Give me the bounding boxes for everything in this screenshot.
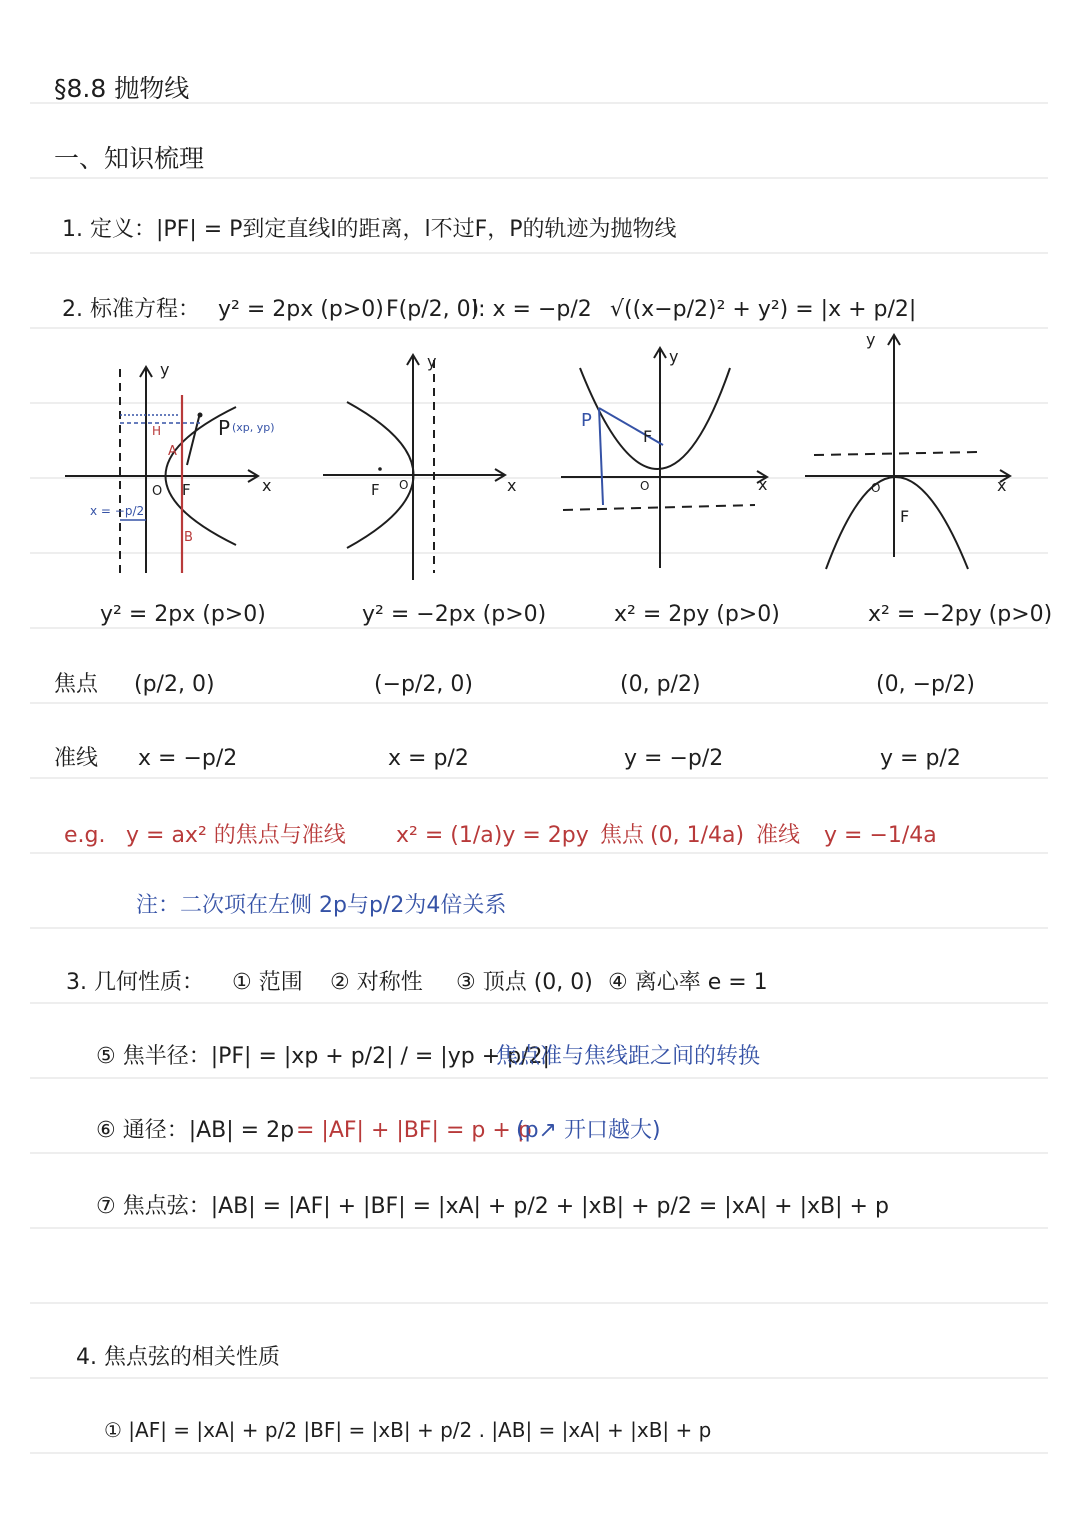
origin-label: O	[399, 478, 409, 492]
parabola-curve	[826, 477, 968, 569]
parabola-curve	[580, 368, 730, 469]
point-p-label: P	[218, 416, 231, 440]
graph-parabola-down	[800, 325, 1025, 575]
example-focus-label: 焦点	[600, 823, 645, 848]
page-title: §8.8 抛物线	[54, 74, 190, 103]
directrix-value-left: x = p/2	[388, 746, 469, 771]
focal-segment	[187, 413, 200, 465]
equation-down: x² = −2py (p>0)	[868, 602, 1053, 627]
definition-text: 1. 定义：|PF| = P到定直线l的距离，l不过F，P的轨迹为抛物线	[62, 217, 677, 242]
focus-row-label: 焦点	[54, 672, 99, 697]
point-b-label: B	[184, 530, 193, 545]
y-axis-label: y	[669, 347, 679, 366]
directrix-value-right: x = −p/2	[138, 746, 238, 771]
focus-label: F	[643, 427, 653, 446]
x-axis-label: x	[997, 476, 1007, 495]
origin-label: O	[871, 481, 881, 495]
example-lead: e.g.	[64, 823, 106, 848]
point-h-label: H	[152, 424, 162, 438]
directrix-value-up: y = −p/2	[624, 746, 724, 771]
example-directrix-label: 准线	[756, 823, 801, 848]
y-axis-label: y	[866, 330, 876, 349]
directrix-row-label: 准线	[54, 746, 99, 771]
property-latus-rectum: ⑥ 通径：|AB| = 2p	[96, 1118, 295, 1143]
directrix-value-down: y = p/2	[880, 746, 961, 771]
directrix-label: x = −p/2	[90, 504, 145, 518]
section-heading-knowledge: 一、知识梳理	[54, 144, 205, 173]
graph-parabola-right	[60, 345, 290, 580]
property-symmetry: ② 对称性	[330, 970, 423, 995]
point-p-dot	[198, 413, 203, 418]
focus-label: F	[182, 481, 191, 499]
standard-focus: F(p/2, 0)	[386, 297, 480, 322]
x-axis-label: x	[758, 475, 768, 494]
focus-label: F	[371, 481, 380, 499]
graph-parabola-left	[315, 345, 525, 585]
y-axis-label: y	[160, 360, 170, 379]
equation-up: x² = 2py (p>0)	[614, 602, 780, 627]
property-focal-radius-note: 焦点准与焦线距之间的转换	[496, 1044, 761, 1069]
section4-item1: ① |AF| = |xA| + p/2 |BF| = |xB| + p/2 . |AB| = |xA| + |xB| + p	[104, 1418, 712, 1442]
property-focal-radius: ⑤ 焦半径：|PF| = |xp + p/2| / = |yp + p/2|	[96, 1044, 550, 1069]
point-p-label: P	[581, 410, 592, 431]
focus-value-down: (0, −p/2)	[876, 672, 975, 697]
x-axis-label: x	[507, 476, 517, 495]
point-p-coords: (xp, yp)	[232, 421, 275, 434]
perpendicular-to-directrix	[599, 408, 603, 505]
example-directrix-value: y = −1/4a	[824, 823, 937, 848]
standard-equation-label: 2. 标准方程：	[62, 297, 200, 322]
y-axis-label: y	[427, 352, 437, 371]
point-a-label: A	[168, 444, 177, 459]
example-note: 注：二次项在左侧 2p与p/2为4倍关系	[136, 893, 507, 918]
property-range: ① 范围	[232, 970, 303, 995]
focus-value-right: (p/2, 0)	[134, 672, 215, 697]
properties-heading: 3. 几何性质：	[66, 970, 204, 995]
graph-parabola-up	[555, 340, 780, 575]
example-focus-value: (0, 1/4a)	[650, 823, 745, 848]
focus-value-left: (−p/2, 0)	[374, 672, 473, 697]
property-eccentricity: ④ 离心率 e = 1	[608, 970, 768, 995]
standard-directrix: l: x = −p/2	[472, 297, 592, 322]
equation-right: y² = 2px (p>0)	[100, 602, 266, 627]
x-axis-label: x	[262, 476, 272, 495]
origin-label: O	[640, 479, 650, 493]
origin-label: O	[152, 484, 163, 499]
property-focal-chord: ⑦ 焦点弦：|AB| = |AF| + |BF| = |xA| + p/2 + |xB| + p/2 = |xA| + |xB| + p	[96, 1194, 889, 1219]
focus-value-up: (0, p/2)	[620, 672, 701, 697]
standard-distance: √((x−p/2)² + y²) = |x + p/2|	[610, 297, 917, 322]
equation-left: y² = −2px (p>0)	[362, 602, 547, 627]
standard-equation: y² = 2px (p>0)	[218, 297, 384, 322]
property-latus-rectum-red: = |AF| + |BF| = p + p	[296, 1118, 532, 1143]
focus-label: F	[900, 507, 910, 526]
section4-heading: 4. 焦点弦的相关性质	[76, 1345, 280, 1370]
example-question: y = ax² 的焦点与准线	[126, 823, 346, 848]
directrix-line	[814, 452, 980, 455]
example-transform: x² = (1/a)y = 2py	[396, 823, 589, 848]
property-vertex: ③ 顶点 (0, 0)	[456, 970, 593, 995]
property-latus-rectum-note: (p↗ 开口越大)	[516, 1118, 661, 1143]
